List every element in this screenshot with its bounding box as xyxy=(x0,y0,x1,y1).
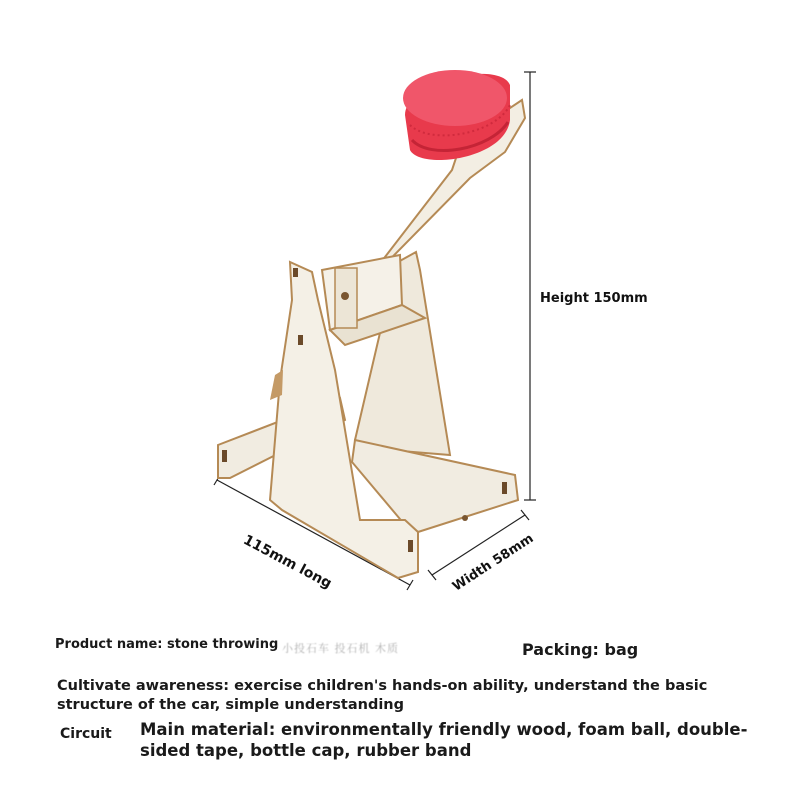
slot-left xyxy=(222,450,227,462)
leg-slot-bottom xyxy=(408,540,413,552)
leg-slot-top xyxy=(293,268,298,277)
axle-hole xyxy=(341,292,349,300)
leg-slot-mid xyxy=(298,335,303,345)
circuit-label: Circuit xyxy=(60,726,112,742)
slot-right xyxy=(502,482,507,494)
packing-label: Packing: bag xyxy=(522,640,639,659)
length-label: 115mm long xyxy=(240,532,335,592)
height-label: Height 150mm xyxy=(540,291,648,306)
chinese-product-name: 小投石车 投石机 木质 xyxy=(282,642,399,655)
height-dimension-line xyxy=(524,72,536,500)
cultivate-awareness-text: Cultivate awareness: exercise children's hands-on ability, understand the basic structure of the car, simple understanding xyxy=(57,678,708,713)
base-hole xyxy=(462,515,468,521)
main-material-text: Main material: environmentally friendly wood, foam ball, double-sided tape, bottle cap, rubber band xyxy=(140,720,748,760)
product-name-label: Product name: stone throwing xyxy=(55,637,279,652)
width-label: Width 58mm xyxy=(450,531,537,595)
